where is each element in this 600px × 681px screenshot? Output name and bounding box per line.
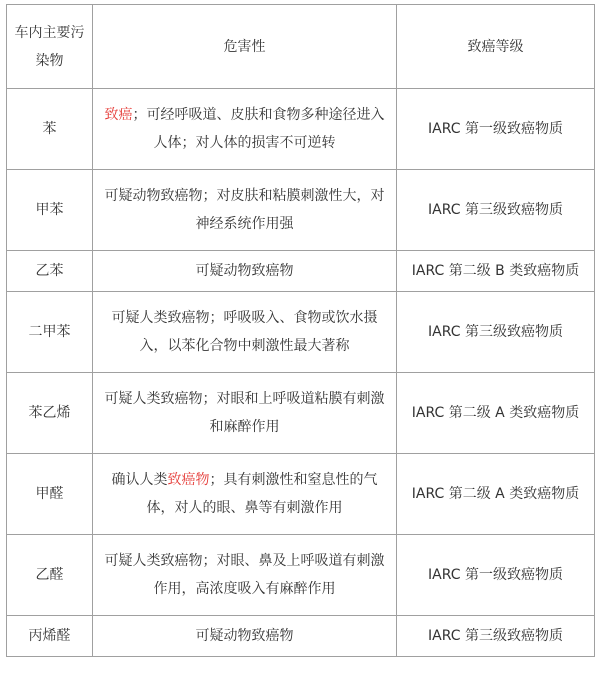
row-grade: IARC 第三级致癌物质 xyxy=(397,170,595,251)
row-hazard: 可疑动物致癌物 xyxy=(93,251,397,292)
row-hazard: 可疑动物致癌物；对皮肤和粘膜刺激性大，对神经系统作用强 xyxy=(93,170,397,251)
table-row xyxy=(7,251,595,292)
row-hazard xyxy=(93,89,397,170)
row-hazard: 可疑动物致癌物 xyxy=(93,616,397,657)
pollutant-table xyxy=(6,4,595,657)
row-grade: IARC 第三级致癌物质 xyxy=(397,616,595,657)
table-header-row xyxy=(7,5,595,89)
header-pollutant: 车内主要污染物 xyxy=(7,5,93,89)
row-pollutant: 乙醛 xyxy=(7,535,93,616)
row-pollutant: 甲苯 xyxy=(7,170,93,251)
table-row xyxy=(7,292,595,373)
hazard-highlight: 致癌物 xyxy=(167,472,210,488)
row-hazard: 可疑人类致癌物；呼吸吸入、食物或饮水摄入，以苯化合物中刺激性最大著称 xyxy=(93,292,397,373)
row-grade: IARC 第三级致癌物质 xyxy=(397,292,595,373)
row-pollutant: 丙烯醛 xyxy=(7,616,93,657)
row-grade: IARC 第一级致癌物质 xyxy=(397,89,595,170)
row-hazard: 可疑人类致癌物；对眼和上呼吸道粘膜有刺激和麻醉作用 xyxy=(93,373,397,454)
row-pollutant: 二甲苯 xyxy=(7,292,93,373)
hazard-text: ；具有刺激性和窒息性的气体，对人的眼、鼻等有刺激作用 xyxy=(146,472,378,516)
row-grade: IARC 第一级致癌物质 xyxy=(397,535,595,616)
row-grade: IARC 第二级 B 类致癌物质 xyxy=(397,251,595,292)
hazard-highlight: 致癌 xyxy=(104,107,133,123)
row-grade: IARC 第二级 A 类致癌物质 xyxy=(397,454,595,535)
row-pollutant: 乙苯 xyxy=(7,251,93,292)
table-row xyxy=(7,535,595,616)
table-row xyxy=(7,89,595,170)
row-grade: IARC 第二级 A 类致癌物质 xyxy=(397,373,595,454)
table-row xyxy=(7,454,595,535)
row-pollutant: 苯 xyxy=(7,89,93,170)
row-hazard: 可疑人类致癌物；对眼、鼻及上呼吸道有刺激作用，高浓度吸入有麻醉作用 xyxy=(93,535,397,616)
hazard-text: ；可经呼吸道、皮肤和食物多种途径进入人体；对人体的损害不可逆转 xyxy=(132,107,385,151)
pollutant-table-container xyxy=(6,4,594,657)
header-hazard: 危害性 xyxy=(93,5,397,89)
row-pollutant: 苯乙烯 xyxy=(7,373,93,454)
hazard-text: 确认人类 xyxy=(111,472,168,488)
row-hazard xyxy=(93,454,397,535)
row-pollutant: 甲醛 xyxy=(7,454,93,535)
header-grade: 致癌等级 xyxy=(397,5,595,89)
table-row xyxy=(7,616,595,657)
table-row xyxy=(7,373,595,454)
table-row xyxy=(7,170,595,251)
